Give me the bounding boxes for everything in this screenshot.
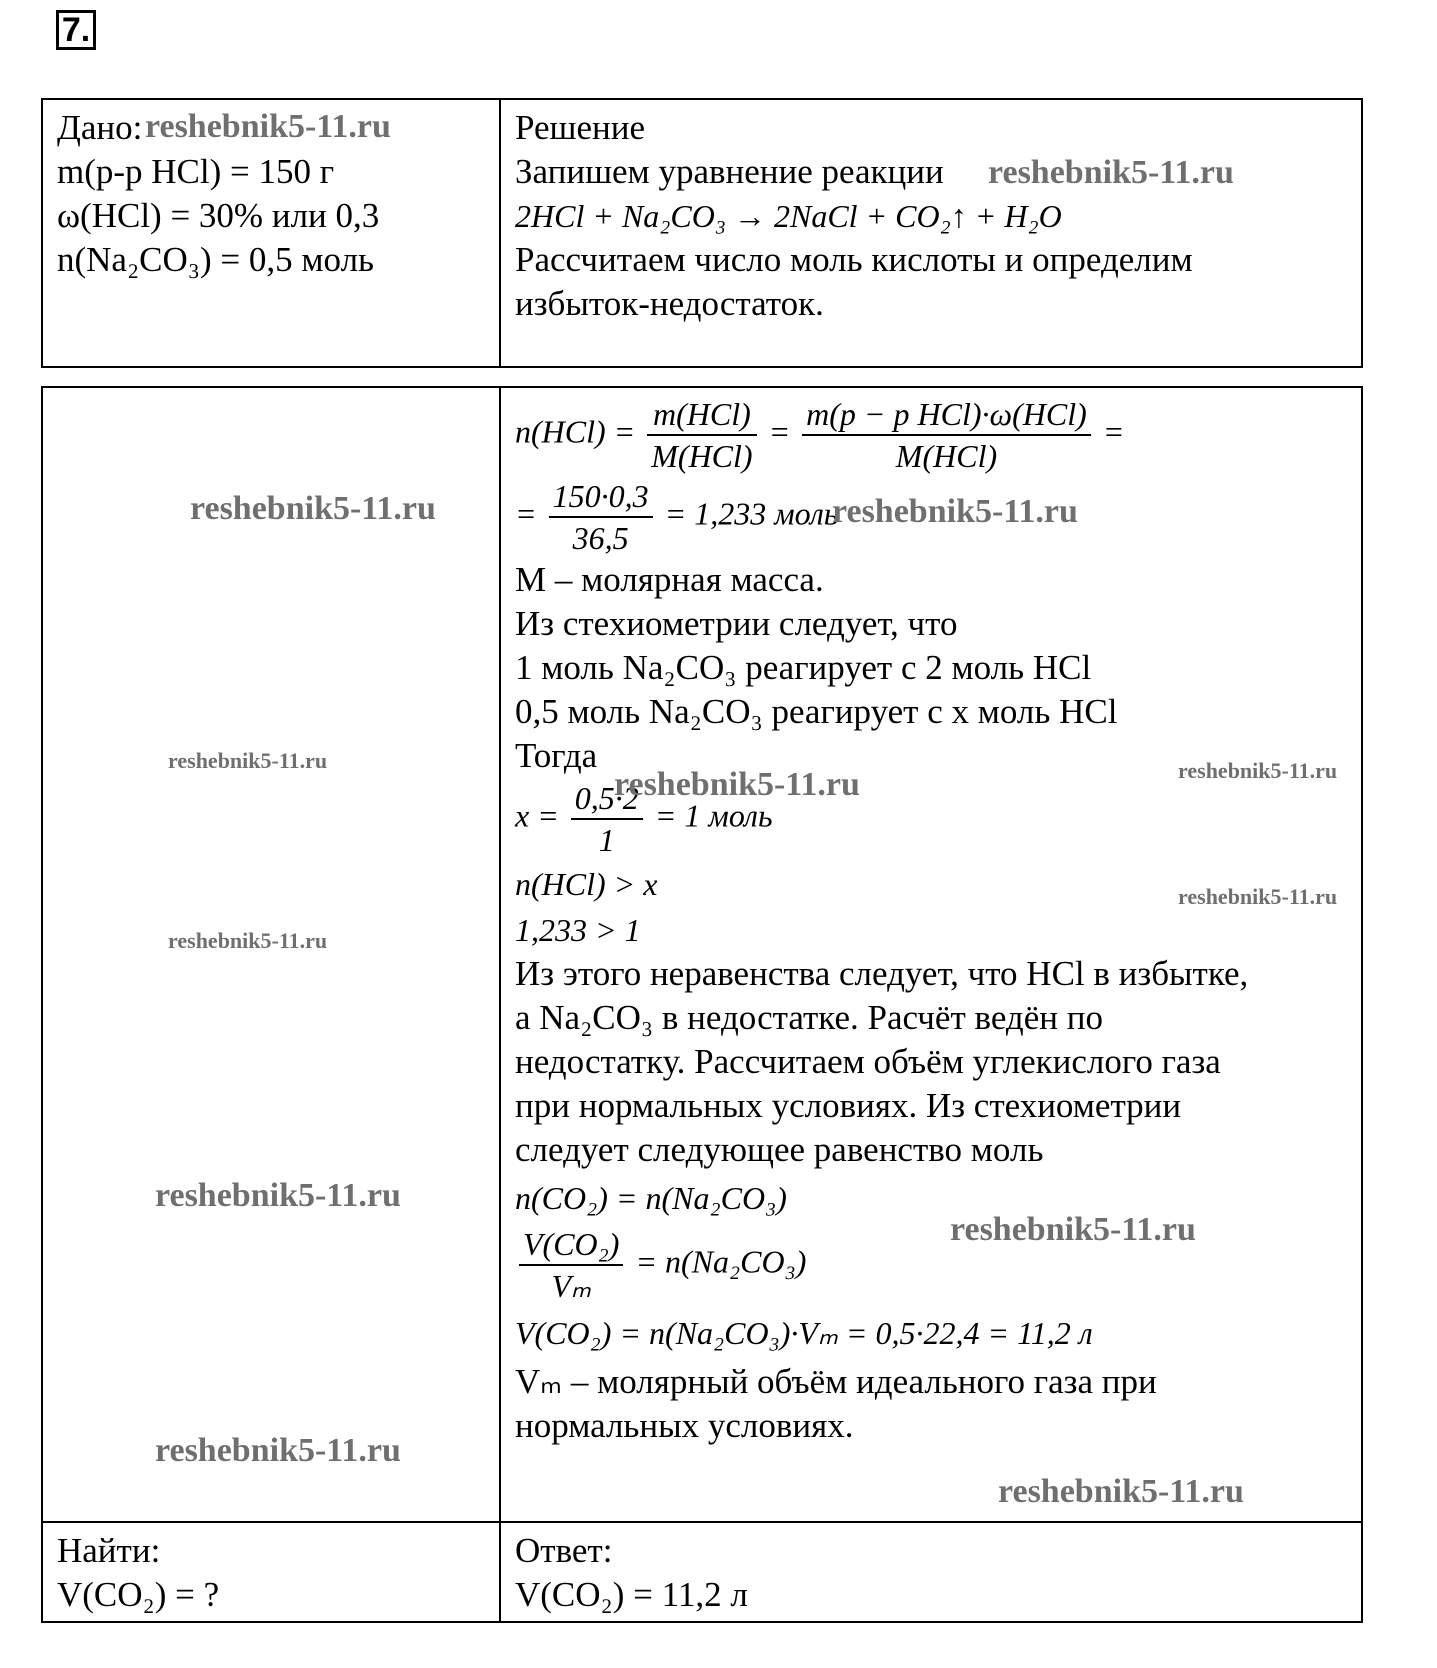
find-value: V(CO₂) = ? xyxy=(57,1575,220,1614)
watermark: reshebnik5-11.ru xyxy=(168,748,328,773)
answer-cell xyxy=(500,1522,1362,1622)
given-line: ω(HCl) = 30% или 0,3 xyxy=(57,196,380,235)
find-cell xyxy=(42,1522,500,1622)
calculation-table xyxy=(41,386,1363,1623)
text-line: Из стехиометрии следует, что xyxy=(515,604,958,643)
eq-v-frac: $\frac{\text{V(CO₂)}}{\text{Vₘ}}$ = n(Na₂CO₃) xyxy=(515,1224,1347,1306)
write-equation-text: Запишем уравнение реакции xyxy=(515,152,944,191)
watermark: reshebnik5-11.ru xyxy=(950,1211,1196,1248)
calculation-cell xyxy=(500,387,1362,1522)
eq-v-result: V(CO₂) = n(Na₂CO₃)·Vₘ = 0,5·22,4 = 11,2 л xyxy=(515,1315,1093,1351)
text-line: а Na₂CO₃ в недостатке. Расчёт ведён по xyxy=(515,998,1103,1037)
text-line: следует следующее равенство моль xyxy=(515,1130,1044,1169)
text-line: 0,5 моль Na₂CO₃ реагирует с x моль HCl xyxy=(515,692,1118,731)
text-line: 1 моль Na₂CO₃ реагирует с 2 моль HCl xyxy=(515,648,1092,687)
text-line: Vₘ – молярный объём идеального газа при xyxy=(515,1362,1157,1401)
inequality: n(HCl) > x xyxy=(515,866,658,902)
given-line: m(р-р HCl) = 150 г xyxy=(57,152,335,191)
watermark: reshebnik5-11.ru xyxy=(145,108,391,145)
watermark: reshebnik5-11.ru xyxy=(998,1473,1244,1510)
watermark: reshebnik5-11.ru xyxy=(832,493,1078,530)
calc-intro-line: избыток-недостаток. xyxy=(515,284,824,323)
given-solution-table xyxy=(41,98,1363,368)
watermark: reshebnik5-11.ru xyxy=(1178,758,1338,783)
watermark: reshebnik5-11.ru xyxy=(168,928,328,953)
watermark: reshebnik5-11.ru xyxy=(190,490,436,527)
answer-label: Ответ: xyxy=(515,1531,613,1570)
given-cell xyxy=(42,99,500,367)
text-line: нормальных условиях. xyxy=(515,1406,854,1445)
solution-intro-cell xyxy=(500,99,1362,367)
watermark: reshebnik5-11.ru xyxy=(614,766,860,803)
text-line: недостатку. Рассчитаем объём углекислого газа xyxy=(515,1042,1221,1081)
given-label: Дано: xyxy=(57,108,143,147)
watermark: reshebnik5-11.ru xyxy=(988,154,1234,191)
left-empty-cell xyxy=(42,387,500,1522)
formula-n-value: = $\frac{150\cdot 0,3}{36,5}$ = 1,233 моль xyxy=(515,478,839,556)
formula-n-hcl: n(HCl) = $\frac{\text{m(HCl)}}{\text{M(HCl)}}$ = $\frac{\text{m(p − p HCl)·ω(HCl)}}{\text{M(HCl)}}$ = xyxy=(515,396,1125,474)
task-number: 7. xyxy=(56,10,96,50)
calc-intro-line: Рассчитаем число моль кислоты и определим xyxy=(515,240,1193,279)
text-line: Из этого неравенства следует, что HCl в избытке, xyxy=(515,954,1249,993)
reaction-equation: 2HCl + Na₂CO₃ → 2NaCl + CO₂↑ + H₂O xyxy=(515,198,1062,234)
text-line: при нормальных условиях. Из стехиометрии xyxy=(515,1086,1182,1125)
watermark: reshebnik5-11.ru xyxy=(1178,884,1338,909)
text-line: M – молярная масса. xyxy=(515,560,824,599)
formula-x: x = $\frac{0,5\cdot 2}{1}$ = 1 моль xyxy=(515,780,773,858)
inequality: 1,233 > 1 xyxy=(515,912,641,948)
watermark: reshebnik5-11.ru xyxy=(155,1432,401,1469)
text-line: Тогда xyxy=(515,736,598,775)
answer-value: V(CO₂) = 11,2 л xyxy=(515,1575,748,1614)
solution-label: Решение xyxy=(515,108,646,147)
eq-n-co2: n(CO₂) = n(Na₂CO₃) xyxy=(515,1180,787,1216)
find-label: Найти: xyxy=(57,1531,161,1570)
given-line: n(Na₂CO₃) = 0,5 моль xyxy=(57,240,374,279)
watermark: reshebnik5-11.ru xyxy=(155,1177,401,1214)
